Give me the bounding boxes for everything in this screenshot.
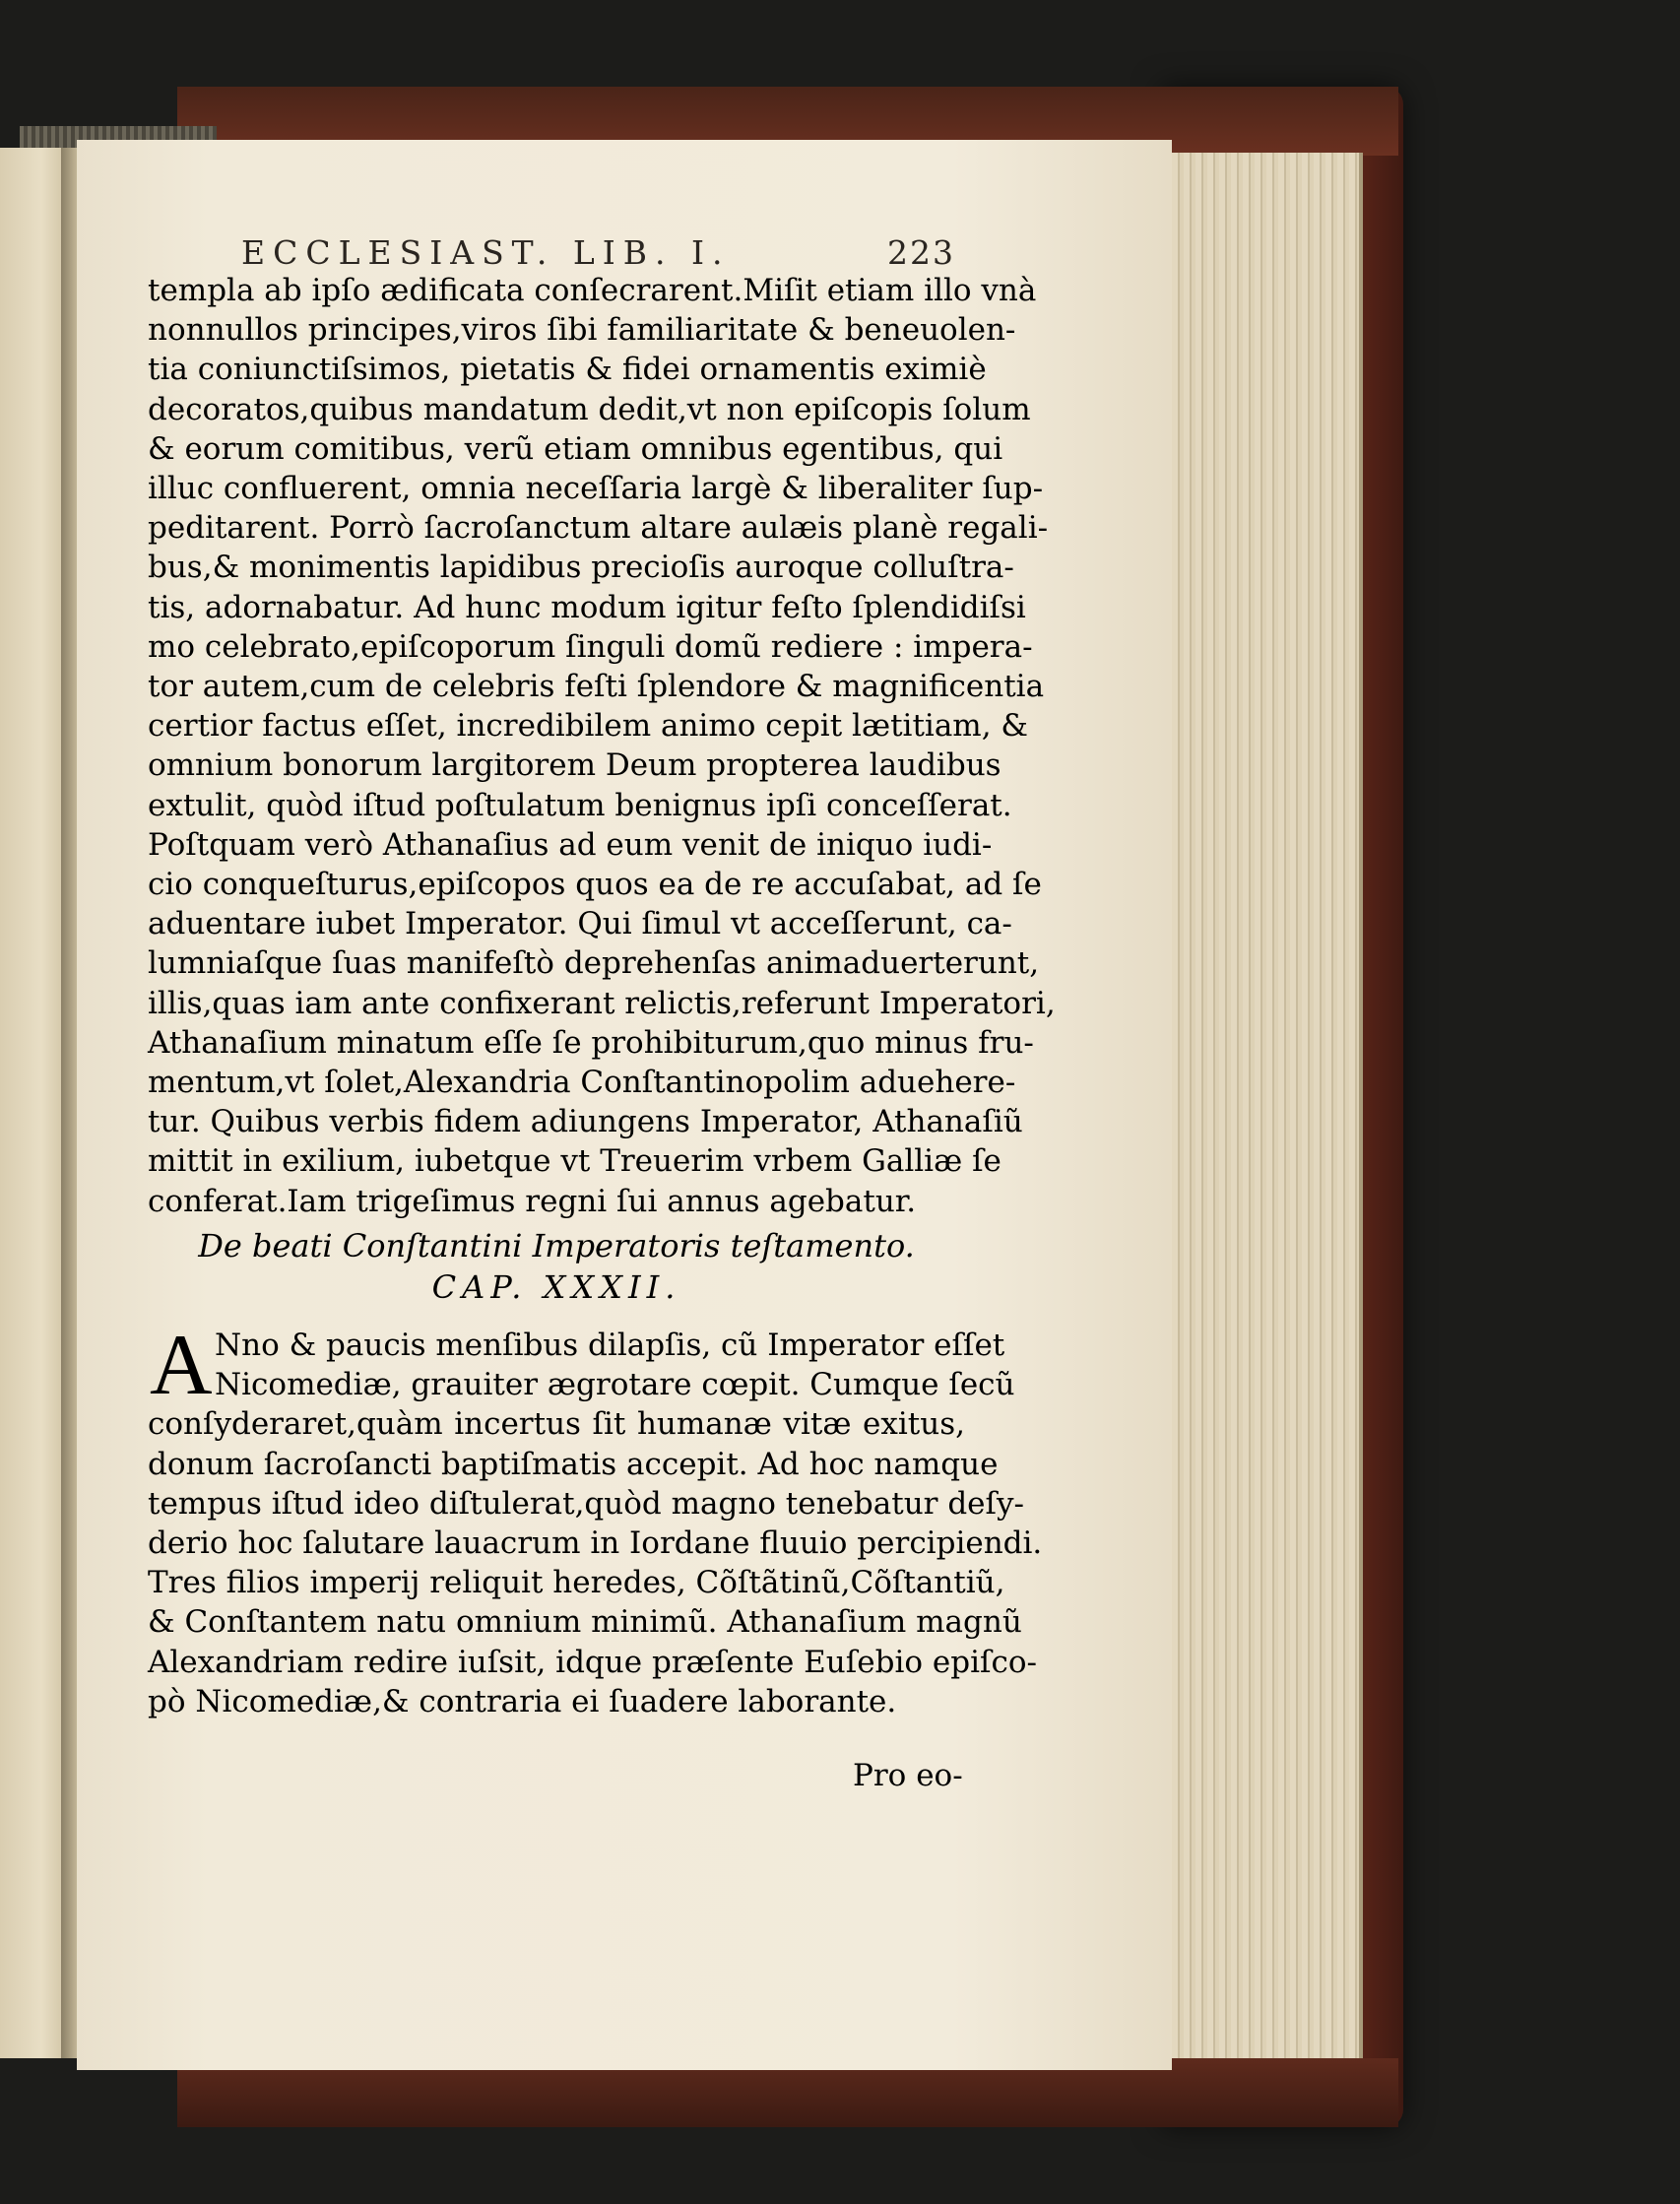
text-line: Athanaſium minatum eſſe ſe prohibiturum,quo minus fru- (148, 1024, 1034, 1061)
text-line: certior factus eſſet, incredibilem animo cepit lætitiam, & (148, 708, 1029, 745)
text-line: nonnullos principes,viros ſibi familiaritate & beneuolen- (148, 312, 1016, 349)
text-line: conferat.Iam trigeſimus regni ſui annus agebatur. (148, 1183, 917, 1219)
text-line: Nno & paucis menſibus dilapſis, cũ Imperator eſſet (215, 1328, 1005, 1363)
text-line: lumniaſque ſuas manifeſtò deprehenſas animaduerterunt, (148, 945, 1040, 982)
text-line: pò Nicomediæ,& contraria ei ſuadere laborante. (148, 1683, 897, 1719)
text-line: omnium bonorum largitorem Deum propterea laudibus (148, 747, 1002, 784)
text-line: bus,& monimentis lapidibus precioſis auroque colluſtra- (148, 550, 1014, 586)
text-line: & Conſtantem natu omnium minimũ. Athanaſium magnũ (148, 1604, 1022, 1641)
text-line: extulit, quòd iſtud poſtulatum benignus ipſi conceſſerat. (148, 787, 1012, 823)
text-line: decoratos,quibus mandatum dedit,vt non epiſcopis ſolum (148, 391, 1031, 427)
text-line: Alexandriam redire iuſsit, idque præſente Euſebio epiſco- (148, 1644, 1037, 1680)
text-line: conſyderaret,quàm incertus ſit humanæ vitæ exitus, (148, 1406, 965, 1443)
text-line: mo celebrato,epiſcoporum ſinguli domũ rediere : impera- (148, 628, 1033, 665)
text-line: Nicomediæ, grauiter ægrotare cœpit. Cumque ſecũ (215, 1367, 1015, 1403)
text-line: cio conqueſturus,epiſcopos quos ea de re accuſabat, ad ſe (148, 867, 1042, 903)
text-line: aduentare iubet Imperator. Qui ſimul vt acceſſerunt, ca- (148, 906, 1012, 942)
main-text-block (148, 271, 1056, 1221)
catchword: Pro eo- (853, 1758, 963, 1793)
text-line: illis,quas iam ante confixerant relictis,referunt Imperatori, (148, 985, 1056, 1021)
text-line: tor autem,cum de celebris feſti ſplendore & magnificentia (148, 669, 1045, 705)
text-line: tis, adornabatur. Ad hunc modum igitur feſto ſplendidiſsi (148, 589, 1026, 625)
running-title: ECCLESIAST. LIB. I. (241, 233, 731, 272)
text-line: tia coniunctiſsimos, pietatis & fidei ornamentis eximiè (148, 352, 987, 388)
text-line: illuc confluerent, omnia neceſſaria largè & liberaliter ſup- (148, 471, 1044, 507)
chapter-text-block (148, 1318, 1043, 1721)
text-line: Tres filios imperij reliquit heredes, Cõſtãtinũ,Cõſtantiũ, (148, 1565, 1005, 1601)
page-fore-edge (1172, 153, 1363, 2058)
chapter-label: CAP. XXXII. (431, 1268, 681, 1306)
text-line: donum ſacroſancti baptiſmatis accepit. Ad hoc namque (148, 1446, 999, 1482)
text-line: derio hoc ſalutare lauacrum in Iordane fluuio percipiendi. (148, 1525, 1043, 1562)
running-header (241, 233, 955, 272)
text-line: peditarent. Porrò ſacroſanctum altare aulæis planè regali- (148, 510, 1049, 547)
page-number: 223 (887, 233, 955, 272)
text-line: mentum,vt ſolet,Alexandria Conſtantinopolim aduehere- (148, 1065, 1016, 1101)
text-line: Poſtquam verò Athanaſius ad eum venit de iniquo iudi- (148, 826, 993, 863)
text-line: tempus iſtud ideo diſtulerat,quòd magno tenebatur deſy- (148, 1485, 1024, 1522)
drop-cap: A (150, 1318, 213, 1413)
left-page-edge (0, 148, 69, 2058)
text-line: & eorum comitibus, verũ etiam omnibus egentibus, qui (148, 430, 1003, 467)
text-line: mittit in exilium, iubetque vt Treuerim vrbem Galliæ ſe (148, 1143, 1002, 1180)
section-heading: De beati Conſtantini Imperatoris teſtamento. (198, 1227, 915, 1264)
text-line: templa ab ipſo ædificata conſecrarent.Miſit etiam illo vnà (148, 273, 1037, 308)
text-line: tur. Quibus verbis fidem adiungens Imperator, Athanaſiũ (148, 1104, 1023, 1140)
